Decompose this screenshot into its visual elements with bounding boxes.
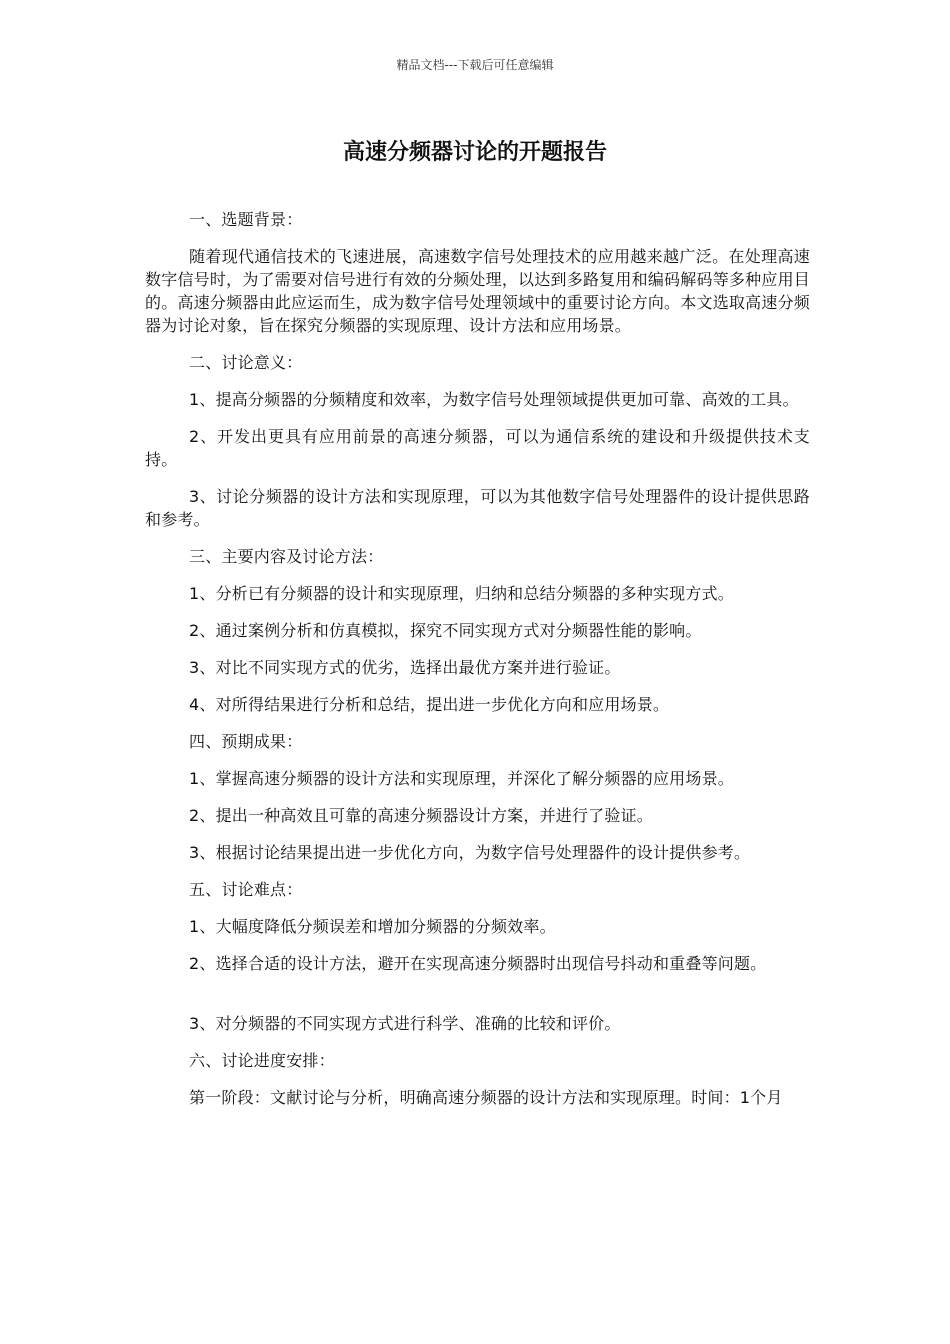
paragraph-background: 随着现代通信技术的飞速进展，高速数字信号处理技术的应用越来越广泛。在处理高速数字信号时，为了需要对信号进行有效的分频处理，以达到多路复用和编码解码等多种应用目的。高速分频器由此应运而生，成为数字信号处理领域中的重要讨论方向。本文选取高速分频器为讨论对象，旨在探究分频器的实现原理、设计方法和应用场景。 [145, 247, 810, 335]
list-item: 2、选择合适的设计方法，避开在实现高速分频器时出现信号抖动和重叠等问题。 [189, 954, 767, 973]
list-item: 1、掌握高速分频器的设计方法和实现原理，并深化了解分频器的应用场景。 [189, 769, 734, 788]
section-heading-content-methods: 三、主要内容及讨论方法： [189, 547, 384, 566]
section-heading-schedule: 六、讨论进度安排： [189, 1051, 335, 1070]
list-item: 1、大幅度降低分频误差和增加分频器的分频效率。 [189, 917, 556, 936]
list-item: 2、通过案例分析和仿真模拟，探究不同实现方式对分频器性能的影响。 [189, 621, 702, 640]
list-item: 3、讨论分频器的设计方法和实现原理，可以为其他数字信号处理器件的设计提供思路和参考。 [145, 487, 810, 529]
list-item: 2、开发出更具有应用前景的高速分频器，可以为通信系统的建设和升级提供技术支持。 [145, 427, 810, 469]
schedule-item: 第一阶段：文献讨论与分析，明确高速分频器的设计方法和实现原理。时间：1个月 [189, 1088, 783, 1107]
section-heading-significance: 二、讨论意义： [189, 353, 303, 372]
document-title: 高速分频器讨论的开题报告 [342, 140, 607, 165]
document-body [145, 208, 810, 1123]
list-item: 3、对比不同实现方式的优劣，选择出最优方案并进行验证。 [189, 658, 621, 677]
section-heading-expected-results: 四、预期成果： [189, 732, 303, 751]
section-heading-difficulties: 五、讨论难点： [189, 880, 303, 899]
list-item: 2、提出一种高效且可靠的高速分频器设计方案，并进行了验证。 [189, 806, 653, 825]
page-header: 精品文档---下载后可任意编辑 [396, 58, 554, 72]
list-item: 3、对分频器的不同实现方式进行科学、准确的比较和评价。 [189, 1014, 621, 1033]
section-heading-background: 一、选题背景： [189, 210, 303, 229]
list-item: 4、对所得结果进行分析和总结，提出进一步优化方向和应用场景。 [189, 695, 670, 714]
list-item: 1、提高分频器的分频精度和效率，为数字信号处理领域提供更加可靠、高效的工具。 [189, 390, 799, 409]
list-item: 1、分析已有分频器的设计和实现原理，归纳和总结分频器的多种实现方式。 [189, 584, 734, 603]
list-item: 3、根据讨论结果提出进一步优化方向，为数字信号处理器件的设计提供参考。 [189, 843, 751, 862]
